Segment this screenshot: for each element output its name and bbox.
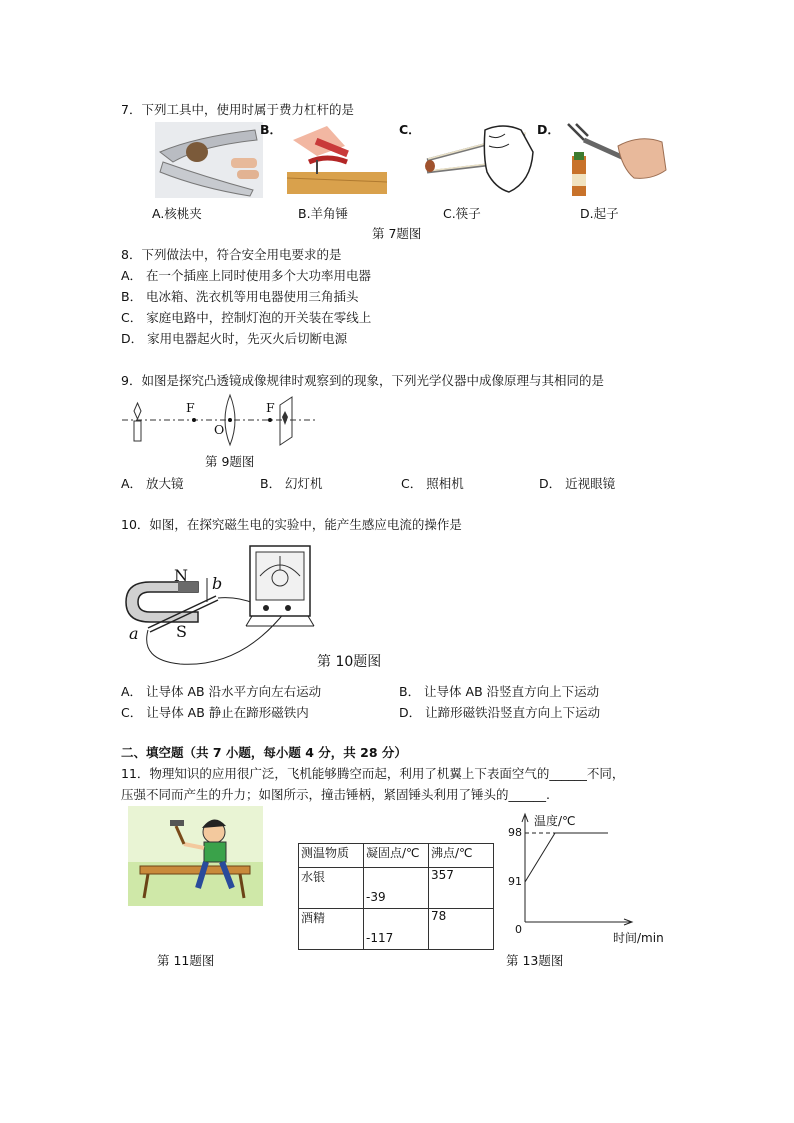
q7-caption-d: D.起子: [580, 206, 619, 221]
q9-option-b: B． 幻灯机: [260, 476, 323, 491]
q10-option-d: D． 让蹄形磁铁沿竖直方向上下运动: [399, 705, 601, 720]
q7-image-a-nutcracker: [155, 122, 263, 198]
temperature-table: [298, 843, 494, 950]
q9-option-c: C． 照相机: [401, 476, 464, 491]
q8-option-d: D． 家用电器起火时，先灭火后切断电源: [121, 331, 348, 346]
q7-letter-b: B．: [260, 122, 283, 137]
q10-label-n: N: [174, 566, 188, 585]
q7-caption-a: A.核桃夹: [152, 206, 202, 221]
q7-caption-b: B.羊角锤: [298, 206, 349, 221]
q10-label-a: a: [129, 624, 139, 643]
q11-image-hammer-cartoon: [128, 806, 263, 906]
q9-lens-diagram: [120, 395, 320, 445]
q7-letter-c: C．: [399, 122, 421, 137]
q13-graph-tick-91: 91: [508, 875, 522, 888]
q8-option-b: B． 电冰箱、洗衣机等用电器使用三角插头: [121, 289, 359, 304]
q10-figure-caption: 第 10题图: [317, 654, 382, 670]
q8-stem: 8．下列做法中，符合安全用电要求的是: [121, 247, 342, 262]
table-row: [299, 868, 494, 909]
table-row: [299, 909, 494, 950]
q11-line1: 11．物理知识的应用很广泛，飞机能够腾空而起，利用了机翼上下表面空气的______不同，: [121, 766, 625, 781]
table-header-row: [299, 844, 494, 868]
q7-figure-caption: 第 7题图: [372, 226, 422, 241]
q13-graph-origin: 0: [515, 923, 522, 936]
q7-stem: 7．下列工具中，使用时属于费力杠杆的是: [121, 102, 354, 117]
table-cell: 78: [429, 909, 494, 950]
table-header-cell: 凝固点/℃: [364, 844, 429, 868]
table-header-cell: 测温物质: [299, 844, 364, 868]
section2-heading: 二、填空题（共 7 小题，每小题 4 分，共 28 分）: [121, 745, 407, 760]
table-cell: 酒精: [299, 909, 364, 950]
q7-image-d-bottle-opener: [562, 124, 668, 196]
q10-option-a: A． 让导体 AB 沿水平方向左右运动: [121, 684, 322, 699]
table-header-cell: 沸点/℃: [429, 844, 494, 868]
q9-option-a: A． 放大镜: [121, 476, 184, 491]
q9-label-f-left: F: [186, 400, 195, 415]
q8-option-a: A． 在一个插座上同时使用多个大功率用电器: [121, 268, 372, 283]
q10-label-b: b: [212, 574, 223, 593]
q7-caption-c: C.筷子: [443, 206, 481, 221]
q9-stem: 9．如图是探究凸透镜成像规律时观察到的现象，下列光学仪器中成像原理与其相同的是: [121, 373, 604, 388]
q10-option-c: C． 让导体 AB 静止在蹄形磁铁内: [121, 705, 309, 720]
q13-graph-ylabel: 温度/℃: [534, 814, 576, 828]
q9-label-f-right: F: [266, 400, 275, 415]
q7-image-c-chopsticks: [425, 122, 535, 196]
q9-figure-caption: 第 9题图: [205, 454, 255, 469]
table-cell: 357: [429, 868, 494, 909]
q10-stem: 10．如图，在探究磁生电的实验中，能产生感应电流的操作是: [121, 517, 462, 532]
q8-option-c: C． 家庭电路中，控制灯泡的开关装在零线上: [121, 310, 372, 325]
q10-label-s: S: [176, 622, 187, 641]
table-cell: 水银: [299, 868, 364, 909]
q11-figure-caption: 第 11题图: [157, 953, 215, 968]
table-cell: -39: [364, 868, 429, 909]
q13-figure-caption: 第 13题图: [506, 953, 564, 968]
q13-graph-xlabel: 时间/min: [613, 931, 664, 945]
q10-option-b: B． 让导体 AB 沿竖直方向上下运动: [399, 684, 600, 699]
q7-letter-d: D．: [537, 122, 560, 137]
q11-line2: 压强不同而产生的升力；如图所示，撞击锤柄，紧固锤头利用了锤头的______.: [121, 787, 550, 802]
q13-graph-tick-98: 98: [508, 826, 522, 839]
table-cell: -117: [364, 909, 429, 950]
q10-electromagnetic-diagram: [120, 540, 320, 670]
q9-label-o: O: [214, 422, 225, 437]
q7-image-b-claw-hammer: [287, 126, 387, 196]
q9-option-d: D． 近视眼镜: [539, 476, 616, 491]
